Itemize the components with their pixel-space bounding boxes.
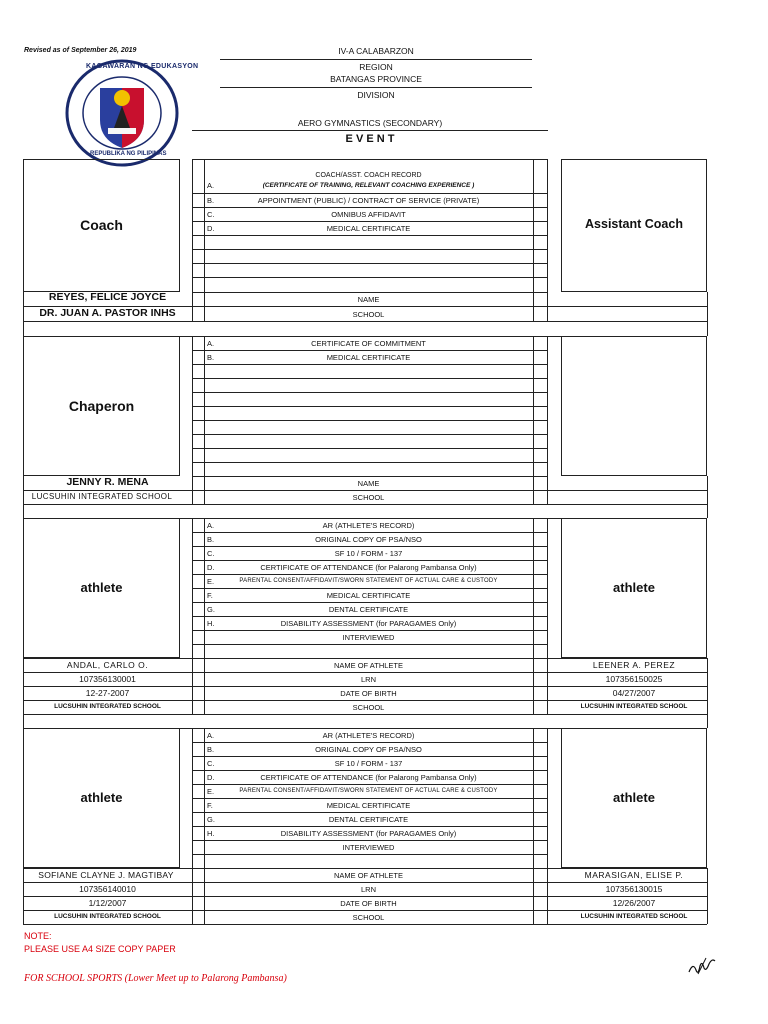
a2-item-g-letter: G.	[207, 815, 215, 824]
a1-label-name: NAME OF ATHLETE	[333, 661, 404, 670]
a1-item-f-letter: F.	[207, 591, 213, 600]
coach-item-b: APPOINTMENT (PUBLIC) / CONTRACT OF SERVICE (PRIVATE)	[257, 196, 480, 205]
chaperon-school: LUCSUHIN INTEGRATED SCHOOL	[31, 492, 173, 501]
event-value: AERO GYMNASTICS (SECONDARY)	[297, 118, 443, 128]
athlete-title-1r: athlete	[613, 580, 655, 595]
coach-name-label: NAME	[357, 295, 380, 304]
a1-item-c-letter: C.	[207, 549, 215, 558]
a2-left-name: SOFIANE CLAYNE J. MAGTIBAY	[38, 870, 174, 880]
coach-item-c-letter: C.	[207, 210, 215, 219]
a1-left-dob: 12-27-2007	[85, 688, 130, 698]
a1-item-a: AR (ATHLETE'S RECORD)	[322, 521, 415, 530]
a2-right-lrn: 107356130015	[605, 884, 663, 894]
a1-item-b: ORIGINAL COPY OF PSA/NSO	[315, 535, 422, 544]
a1-item-f: MEDICAL CERTIFICATE	[326, 591, 411, 600]
region-label: REGION	[359, 62, 393, 72]
a1-item-interviewed: INTERVIEWED	[342, 633, 395, 642]
a2-item-d-letter: D.	[207, 773, 215, 782]
event-label: E V E N T	[345, 133, 395, 145]
a1-left-name: ANDAL, CARLO O.	[66, 660, 149, 670]
athlete-title-1l: athlete	[80, 580, 123, 595]
seal-text-bottom: REPUBLIKA NG PILIPINAS	[90, 151, 167, 157]
a2-label-school: SCHOOL	[352, 913, 385, 922]
a2-left-dob: 1/12/2007	[88, 898, 127, 908]
a1-label-school: SCHOOL	[352, 703, 385, 712]
assistant-coach-title: Assistant Coach	[585, 217, 683, 231]
a2-item-e: PARENTAL CONSENT/AFFIDAVIT/SWORN STATEMENT OF ACTUAL CARE & CUSTODY	[239, 788, 498, 794]
a2-label-dob: DATE OF BIRTH	[340, 899, 397, 908]
a2-item-h-letter: H.	[207, 829, 215, 838]
a1-left-lrn: 107356130001	[79, 674, 136, 684]
region-value: IV-A CALABARZON	[338, 46, 414, 56]
chaperon-name: JENNY R. MENA	[66, 476, 149, 488]
chaperon-item-a: CERTIFICATE OF COMMITMENT	[311, 339, 426, 348]
coach-item-d-letter: D.	[207, 224, 215, 233]
a1-right-lrn: 107356150025	[605, 674, 663, 684]
a2-item-b-letter: B.	[207, 745, 215, 754]
a1-item-a-letter: A.	[207, 521, 215, 530]
seal-text-top: KAGAWARAN NG EDUKASYON	[86, 63, 199, 70]
a2-right-dob: 12/26/2007	[612, 898, 656, 908]
signature-icon	[686, 954, 718, 980]
a1-right-name: LEENER A. PEREZ	[592, 660, 676, 670]
athlete-title-2l: athlete	[80, 790, 123, 805]
a1-item-d: CERTIFICATE OF ATTENDANCE (for Palarong Pambansa Only)	[260, 563, 477, 572]
coach-school: DR. JUAN A. PASTOR INHS	[39, 307, 176, 319]
a2-item-g: DENTAL CERTIFICATE	[328, 815, 409, 824]
a1-item-c: SF 10 / FORM - 137	[334, 549, 403, 558]
chaperon-title: Chaperon	[68, 398, 135, 414]
a1-right-dob: 04/27/2007	[612, 688, 656, 698]
a1-item-g-letter: G.	[207, 605, 215, 614]
footer-paper: PLEASE USE A4 SIZE COPY PAPER	[24, 944, 176, 954]
a2-item-c: SF 10 / FORM - 137	[334, 759, 403, 768]
chaperon-item-a-letter: A.	[207, 339, 215, 348]
coach-item-a-sub: (CERTIFICATE OF TRAINING, RELEVANT COACHING EXPERIENCE )	[262, 182, 475, 189]
a2-item-d: CERTIFICATE OF ATTENDANCE (for Palarong Pambansa Only)	[260, 773, 477, 782]
athlete-title-2r: athlete	[613, 790, 655, 805]
chaperon-school-label: SCHOOL	[352, 493, 385, 502]
coach-item-d: MEDICAL CERTIFICATE	[326, 224, 411, 233]
a2-item-f-letter: F.	[207, 801, 213, 810]
coach-item-b-letter: B.	[207, 196, 215, 205]
a2-right-school: LUCSUHIN INTEGRATED SCHOOL	[580, 913, 688, 920]
a2-item-h: DISABILITY ASSESSMENT (for PARAGAMES Only)	[280, 829, 457, 838]
a1-left-school: LUCSUHIN INTEGRATED SCHOOL	[54, 703, 161, 710]
deped-seal-icon	[64, 58, 199, 168]
a1-item-h: DISABILITY ASSESSMENT (for PARAGAMES Only)	[280, 619, 457, 628]
a2-left-lrn: 107356140010	[79, 884, 136, 894]
coach-item-c: OMNIBUS AFFIDAVIT	[331, 210, 406, 219]
division-label: DIVISION	[357, 90, 395, 100]
a1-item-b-letter: B.	[207, 535, 215, 544]
chaperon-right-photo-box	[561, 336, 707, 476]
a1-item-h-letter: H.	[207, 619, 215, 628]
a2-item-e-letter: E.	[207, 787, 215, 796]
a1-label-dob: DATE OF BIRTH	[340, 689, 397, 698]
a1-item-g: DENTAL CERTIFICATE	[328, 605, 409, 614]
chaperon-item-b: MEDICAL CERTIFICATE	[326, 353, 411, 362]
a2-item-c-letter: C.	[207, 759, 215, 768]
a1-item-e: PARENTAL CONSENT/AFFIDAVIT/SWORN STATEMENT OF ACTUAL CARE & CUSTODY	[239, 578, 498, 584]
a1-label-lrn: LRN	[360, 675, 376, 684]
a2-item-b: ORIGINAL COPY OF PSA/NSO	[315, 745, 422, 754]
a1-item-d-letter: D.	[207, 563, 215, 572]
coach-school-label: SCHOOL	[352, 310, 385, 319]
coach-item-a-letter: A.	[207, 181, 215, 190]
a2-right-name: MARASIGAN, ELISE P.	[584, 870, 684, 880]
footer-note: NOTE:	[24, 931, 52, 941]
a2-item-interviewed: INTERVIEWED	[342, 843, 395, 852]
coach-name: REYES, FELICE JOYCE	[48, 291, 167, 303]
coach-title: Coach	[80, 217, 123, 233]
chaperon-name-label: NAME	[357, 479, 380, 488]
revised-date: Revised as of September 26, 2019	[24, 47, 137, 54]
a2-label-lrn: LRN	[360, 885, 376, 894]
a2-item-f: MEDICAL CERTIFICATE	[326, 801, 411, 810]
a1-right-school: LUCSUHIN INTEGRATED SCHOOL	[580, 703, 688, 710]
division-value: BATANGAS PROVINCE	[330, 74, 422, 84]
coach-item-a: COACH/ASST. COACH RECORD	[315, 172, 422, 179]
a2-item-a: AR (ATHLETE'S RECORD)	[322, 731, 415, 740]
a2-label-name: NAME OF ATHLETE	[333, 871, 404, 880]
a2-left-school: LUCSUHIN INTEGRATED SCHOOL	[54, 913, 161, 920]
footer-sports: FOR SCHOOL SPORTS (Lower Meet up to Palarong Pambansa)	[24, 973, 287, 984]
a2-item-a-letter: A.	[207, 731, 215, 740]
chaperon-item-b-letter: B.	[207, 353, 215, 362]
a1-item-e-letter: E.	[207, 577, 215, 586]
